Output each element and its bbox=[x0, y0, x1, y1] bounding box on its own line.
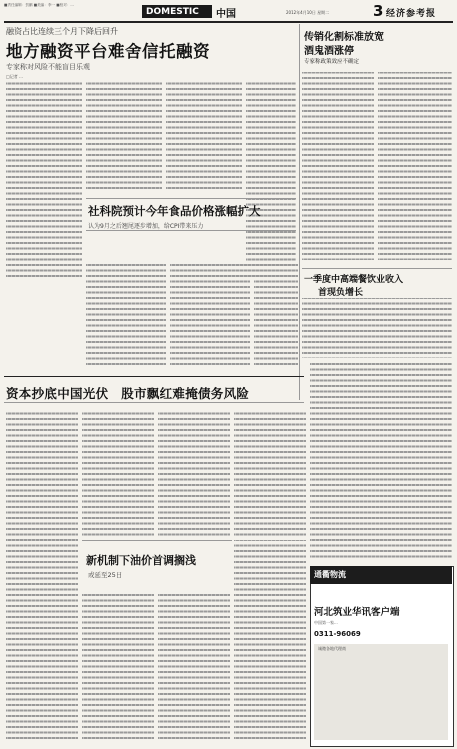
food-subhead: 认为9月之后翘尾逐步增加，给CPI带来压力 bbox=[88, 223, 204, 230]
ad-title: 河北筑业华讯客户端 bbox=[314, 607, 400, 618]
section-cn: 中国 bbox=[216, 9, 236, 20]
lead-headline: 地方融资平台难舍信托融资 bbox=[6, 42, 210, 61]
oil-subhead: 或延至25日 bbox=[88, 571, 123, 579]
ad-logo: 通衢物流 bbox=[314, 570, 346, 579]
section-label: DOMESTIC bbox=[146, 7, 199, 17]
pv-headline: 资本抄底中国光伏 股市飘红难掩债务风险 bbox=[6, 386, 250, 401]
food-sub-rule bbox=[86, 230, 296, 231]
editor-credits: ■责任编辑：贺鹏 ■美编：李一 ■校对：... bbox=[4, 3, 74, 7]
right-subhead: 专家称政策效应不确定 bbox=[304, 59, 360, 65]
date-line: 2012年4月10日 星期二 bbox=[286, 10, 330, 15]
food-top-rule bbox=[86, 198, 296, 199]
ad-image bbox=[314, 644, 448, 740]
ad-note: 诚邀各地代理商 bbox=[318, 646, 346, 651]
right-headline-1: 传销化割标准放宽 bbox=[304, 32, 384, 43]
right-headline-2: 酒鬼酒涨停 bbox=[304, 46, 354, 57]
paper-name: 经济参考报 bbox=[386, 9, 437, 19]
side-box-rule bbox=[302, 268, 452, 269]
lead-subhead: 专家称对风险不能盲目乐观 bbox=[6, 63, 90, 71]
food-headline: 社科院预计今年食品价格涨幅扩大 bbox=[88, 204, 261, 218]
column-divider bbox=[299, 24, 300, 400]
ad-tagline: 中国第一家... bbox=[314, 620, 338, 625]
side-box-subhead: 首现负增长 bbox=[318, 288, 364, 298]
ad-phone: 0311-96069 bbox=[314, 630, 361, 638]
page-number: 3 bbox=[373, 2, 384, 20]
pv-bottom-rule bbox=[4, 402, 304, 403]
side-box-headline: 一季度中高端餐饮业收入 bbox=[304, 275, 404, 285]
oil-top-rule bbox=[82, 540, 232, 541]
lead-kicker: 融资占比连续三个月下降后回升 bbox=[6, 27, 118, 36]
oil-headline: 新机制下油价首调搁浅 bbox=[86, 554, 196, 567]
lead-byline: □记者 ... bbox=[6, 74, 23, 79]
pv-top-rule bbox=[4, 376, 304, 377]
